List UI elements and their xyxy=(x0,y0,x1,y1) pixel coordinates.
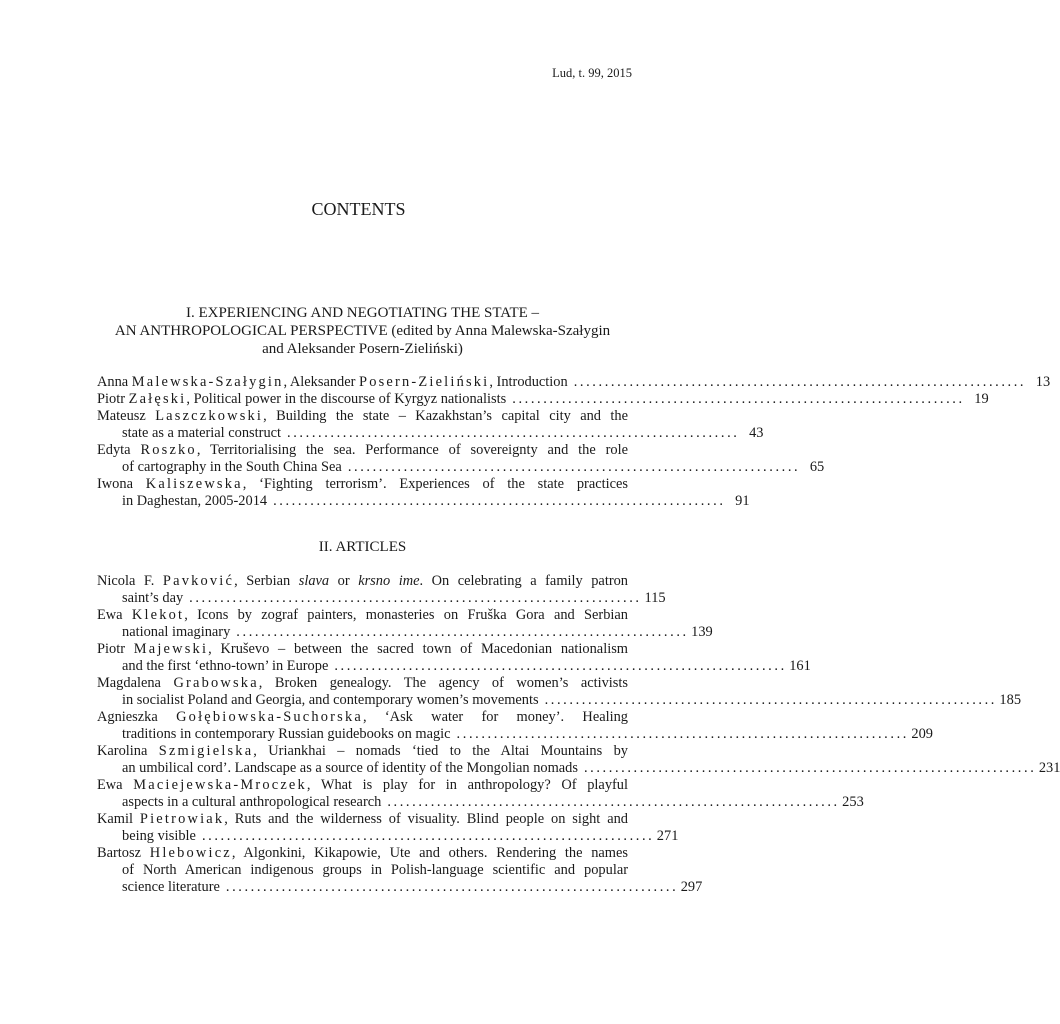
section-heading-line: I. EXPERIENCING AND NEGOTIATING THE STATE – xyxy=(185,305,540,321)
entry-title: , Territorialising the sea. Performance of sovereignty and the role xyxy=(196,442,628,458)
page-number: 19 xyxy=(974,391,989,407)
page-number: 253 xyxy=(842,794,864,810)
toc-entry-line xyxy=(97,845,628,862)
page-number: 185 xyxy=(999,692,1022,708)
page-number: 231 xyxy=(1038,760,1060,776)
dot-leader: ......................................................................... xyxy=(201,828,655,844)
page-number: 91 xyxy=(735,493,750,509)
entry-title-continued: and the first ‘ethno-town’ in Europe xyxy=(122,658,329,674)
author-first-name: Magdalena xyxy=(97,675,161,691)
entry-title: . On celebrating a family patron xyxy=(419,573,629,589)
toc-entry[interactable] xyxy=(97,845,703,896)
author-surname: Hlebowicz xyxy=(149,845,232,861)
entry-title-continued: traditions in contemporary Russian guidebooks on magic xyxy=(122,726,451,742)
toc-entry-line xyxy=(97,476,628,493)
page-number: 271 xyxy=(656,828,679,844)
journal-reference: Lud, t. 99, 2015 xyxy=(552,66,632,80)
author-surname: Majewski xyxy=(133,641,209,657)
entry-title-continued: an umbilical cord’. Landscape as a source of identity of the Mongolian nomads xyxy=(122,760,578,776)
toc-entry-line xyxy=(97,573,628,590)
author-surname: Szmigielska xyxy=(158,743,254,759)
page-number: 209 xyxy=(911,726,933,742)
toc-entry-line xyxy=(97,391,989,408)
toc-entry-line xyxy=(97,777,628,794)
entry-title: , Introduction xyxy=(489,374,568,390)
author-surname: Posern-Zieliński xyxy=(359,374,490,390)
entry-title-continued: state as a material construct xyxy=(122,425,282,441)
toc-entry-line xyxy=(97,459,825,476)
page-number: 65 xyxy=(809,459,825,475)
author-first-name: Mateusz xyxy=(97,408,146,424)
toc-entry-line xyxy=(97,658,811,675)
entry-title-continued: national imaginary xyxy=(122,624,231,640)
page-number: 115 xyxy=(644,590,666,606)
entry-title-italic: slava xyxy=(298,573,330,589)
toc-entry-line xyxy=(97,624,713,641)
author-first-name: Agnieszka xyxy=(97,709,158,725)
author-surname: Maciejewska-Mroczek xyxy=(133,777,307,793)
toc-entry-line xyxy=(97,692,1022,709)
toc-entry-line xyxy=(97,760,1060,777)
entry-title: , Serbian xyxy=(234,573,299,589)
author-surname: Gołębiowska-Suchorska xyxy=(176,709,363,725)
toc-entry-line xyxy=(97,374,1051,391)
author-first-name: Bartosz xyxy=(97,845,141,861)
entry-title-continued: of cartography in the South China Sea xyxy=(122,459,342,475)
entry-title: , Algonkini, Kikapowie, Ute and others. Rendering the names xyxy=(231,845,628,861)
author-surname: Kaliszewska xyxy=(145,476,243,492)
dot-leader: ......................................................................... xyxy=(583,760,1037,776)
entry-title-continued: being visible xyxy=(122,828,196,844)
author-first-name: Anna xyxy=(97,374,129,390)
entry-title: , Uriankhai – nomads ‘tied to the Altai Mountains by xyxy=(253,743,628,759)
entry-title: , Broken genealogy. The agency of women’s activists xyxy=(258,675,628,691)
author-first-name: Piotr xyxy=(97,391,125,407)
section-heading-1 xyxy=(97,304,628,358)
toc-entry-line xyxy=(97,408,628,425)
toc-entry[interactable] xyxy=(97,391,989,408)
dot-leader: ......................................................................... xyxy=(236,624,689,640)
entry-title: , Icons by zograf painters, monasteries on Fruška Gora and Serbian xyxy=(184,607,628,623)
toc-section-1 xyxy=(97,374,1051,510)
toc-entry[interactable] xyxy=(97,573,666,607)
dot-leader: ......................................................................... xyxy=(225,879,679,895)
page-title: CONTENTS xyxy=(311,199,406,219)
section-heading-2: II. ARTICLES xyxy=(318,539,407,555)
toc-entry-line xyxy=(97,607,628,624)
entry-title: , Ruts and the wilderness of visuality. Blind people on sight and xyxy=(224,811,628,827)
toc-entry[interactable] xyxy=(97,374,1051,391)
author-surname: Pavković xyxy=(162,573,235,589)
author-first-name: Kamil xyxy=(97,811,133,827)
toc-section-2 xyxy=(97,573,1060,896)
author-surname: Grabowska xyxy=(173,675,259,691)
author-first-name: Piotr xyxy=(97,641,125,657)
entry-title-continued: saint’s day xyxy=(122,590,184,606)
toc-entry[interactable] xyxy=(97,709,933,743)
entry-title: , Kruševo – between the sacred town of Macedonian nationalism xyxy=(208,641,628,657)
dot-leader: ......................................................................... xyxy=(189,590,642,606)
toc-entry-line xyxy=(97,811,628,828)
dot-leader: ......................................................................... xyxy=(512,391,965,407)
dot-leader: ......................................................................... xyxy=(287,425,740,441)
author-first-name: Nicola F. xyxy=(97,573,155,589)
entry-title: , Building the state – Kazakhstan’s capital city and the xyxy=(263,408,628,424)
toc-entry-line xyxy=(97,862,628,879)
dot-leader: ......................................................................... xyxy=(387,794,840,810)
author-first-name: Edyta xyxy=(97,442,131,458)
entry-title: , ‘Fighting terrorism’. Experiences of the state practices xyxy=(242,476,628,492)
dot-leader: ......................................................................... xyxy=(334,658,787,674)
toc-entry[interactable] xyxy=(97,777,864,811)
entry-title-continued: science literature xyxy=(122,879,220,895)
toc-entry-line xyxy=(97,879,703,896)
toc-entry[interactable] xyxy=(97,442,825,476)
toc-entry-line xyxy=(97,726,933,743)
author-surname: Roszko xyxy=(140,442,197,458)
author-first-name: Ewa xyxy=(97,607,123,623)
toc-entry-line xyxy=(97,442,628,459)
section-heading-line: and Aleksander Posern-Zieliński) xyxy=(262,341,463,357)
author-surname: Pietrowiak xyxy=(139,811,225,827)
toc-entry[interactable] xyxy=(97,476,750,510)
author-first-name: Iwona xyxy=(97,476,133,492)
author-surname: Klekot xyxy=(131,607,185,623)
dot-leader: ......................................................................... xyxy=(347,459,801,475)
toc-entry-line xyxy=(97,590,666,607)
dot-leader: ......................................................................... xyxy=(544,692,998,708)
entry-title: or xyxy=(329,573,359,589)
page-number: 161 xyxy=(789,658,811,674)
toc-entry-line xyxy=(97,425,764,442)
author-first-name: Karolina xyxy=(97,743,148,759)
toc-entry-line xyxy=(97,709,628,726)
page-number: 43 xyxy=(749,425,764,441)
section-heading-line: AN ANTHROPOLOGICAL PERSPECTIVE (edited by Anna Malewska-Szałygin xyxy=(114,323,611,339)
author-surname: Malewska-Szałygin xyxy=(131,374,284,390)
entry-title-continued: in Daghestan, 2005-2014 xyxy=(122,493,268,509)
toc-entry[interactable] xyxy=(97,607,713,641)
entry-title: , What is play for in anthropology? Of playful xyxy=(306,777,628,793)
toc-entry[interactable] xyxy=(97,408,764,442)
entry-title-continued: aspects in a cultural anthropological research xyxy=(122,794,382,810)
toc-entry-line xyxy=(97,828,679,845)
author-separator: , Aleksander xyxy=(283,374,356,390)
toc-entry[interactable] xyxy=(97,675,1022,709)
toc-entry-line xyxy=(97,743,628,760)
entry-title: , ‘Ask water for money’. Healing xyxy=(362,709,628,725)
page-number: 297 xyxy=(680,879,703,895)
dot-leader: ......................................................................... xyxy=(273,493,726,509)
toc-entry[interactable] xyxy=(97,811,679,845)
entry-title-continued: of North American indigenous groups in Polish-language scientific and popular xyxy=(122,862,628,878)
entry-title: , Political power in the discourse of Kyrgyz nationalists xyxy=(186,391,507,407)
toc-entry[interactable] xyxy=(97,641,811,675)
entry-title-continued: in socialist Poland and Georgia, and contemporary women’s movements xyxy=(122,692,539,708)
page-number: 139 xyxy=(691,624,713,640)
dot-leader: ......................................................................... xyxy=(456,726,909,742)
author-surname: Laszczkowski xyxy=(155,408,264,424)
toc-entry[interactable] xyxy=(97,743,1060,777)
dot-leader: ......................................................................... xyxy=(573,374,1027,390)
entry-title-italic: krsno ime xyxy=(358,573,420,589)
toc-entry-line xyxy=(97,641,628,658)
author-surname: Załęski xyxy=(128,391,187,407)
toc-entry-line xyxy=(97,794,864,811)
page-number: 13 xyxy=(1035,374,1051,390)
toc-entry-line xyxy=(97,493,750,510)
toc-entry-line xyxy=(97,675,628,692)
author-first-name: Ewa xyxy=(97,777,123,793)
